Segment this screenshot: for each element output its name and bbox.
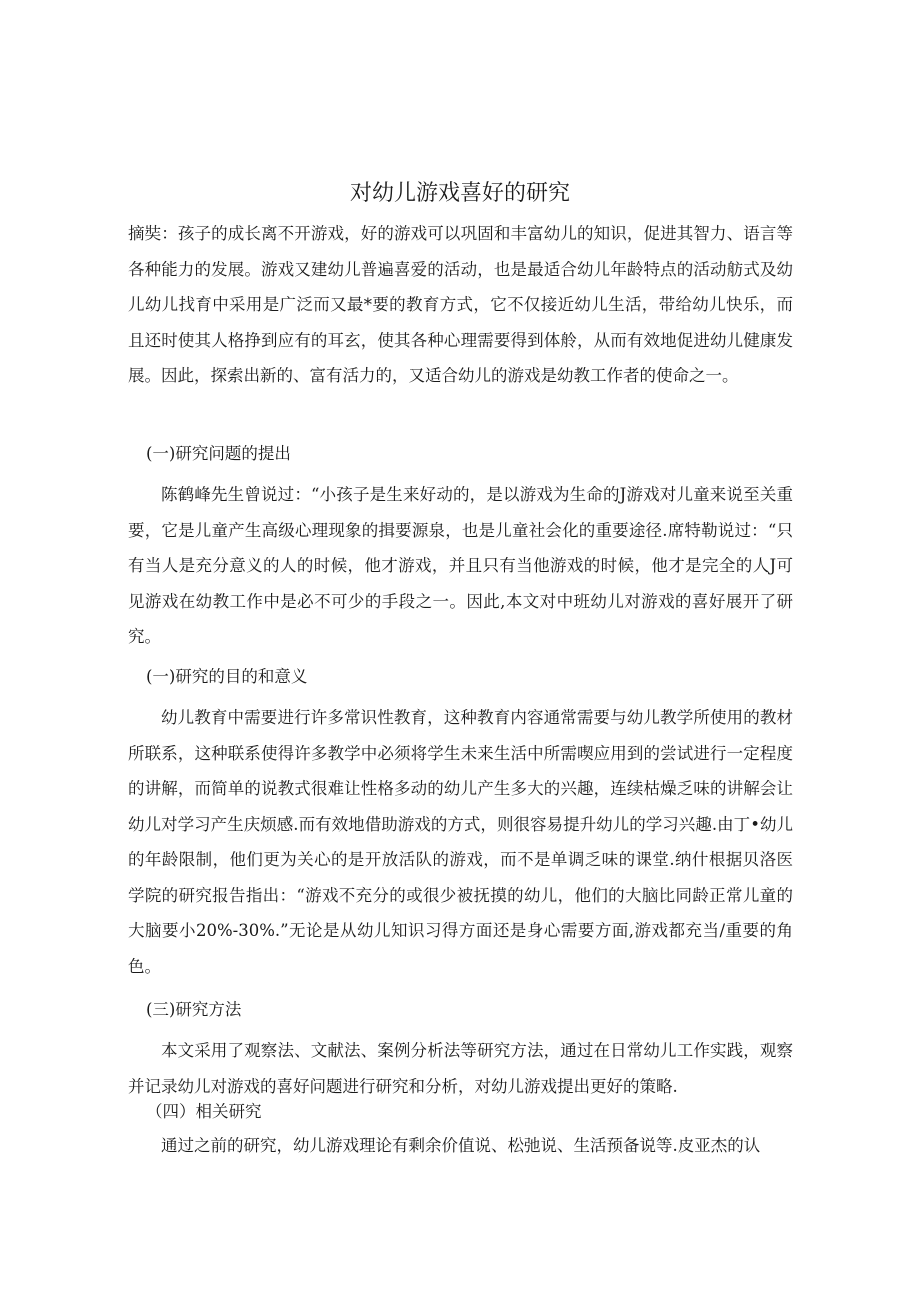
section-heading-3: (三)研究方法	[146, 1000, 242, 1019]
section-heading-4: （四）相关研究	[146, 1102, 262, 1121]
section-paragraph-4: 通过之前的研究，幼儿游戏理论有剩余价值说、松弛说、生活预备说等.皮亚杰的认	[161, 1136, 761, 1155]
section-paragraph-2: 幼儿教育中需要进行许多常识性教育，这种教育内容通常需要与幼儿教学所使用的教材所联系，这种联系使得许多教学中必须将学生未来生活中所需喫应用到的尝试进行一定程度的讲解，而简单的说教式很难让性格多动的幼儿产生多大的兴趣，连续枯燥乏味的讲解会让幼儿对学习产生庆烦感.而有效地借助游戏的方式，则很容易提升幼儿的学习兴趣.由丁•幼儿的年龄限制，他们更为关心的是开放活队的游戏，而不是单调乏味的课堂.纳什根据贝洛医学院的研究报告指出：“游戏不充分的或很少被抚摸的幼儿，他们的大脑比同龄正常儿童的大脑要小20%-30%.”无论是从幼儿知识习得方面还是身心需要方面,游戏都充当/重要的角色。	[128, 708, 793, 976]
document-title: 对幼儿游戏喜好的研究	[349, 181, 570, 206]
section-paragraph-1: 陈鹤峰先生曾说过：“小孩子是生来好动的，是以游戏为生命的J游戏对儿童来说至关重要，它是儿童产生高级心理现象的揖要源泉，也是儿童社会化的重要途径.席特勒说过：“只有当人是充分意义的人的时候，他才游戏，并且只有当他游戏的时候，他才是完全的人J可见游戏在幼教工作中是必不可少的手段之一。因此,本文对中班幼儿对游戏的喜好展开了研究。	[128, 485, 793, 646]
section-paragraph-3: 本文采用了观察法、文献法、案例分析法等研究方法，通过在日常幼儿工作实践，观察并记录幼儿对游戏的喜好问题进行研究和分析，对幼儿游戏提出更好的策略.	[128, 1041, 793, 1096]
section-heading-1: (一)研究问题的提出	[146, 444, 291, 463]
abstract-paragraph: 摘奘：孩子的成长离不开游戏，好的游戏可以巩固和丰富幼儿的知识，促进其智力、语言等各种能力的发展。游戏又建幼儿普遍喜爱的活动，也是最适合幼儿年龄特点的活动舫式及幼儿幼儿找育中采用是广泛而又最*要的教育方式，它不仅接近幼儿生活，带给幼儿快乐，而且还时使其人格挣到应有的耳玄，使其各种心理需要得到体舲，从而有效地促进幼儿健康发展。因此，探索出新的、富有活力的，又适合幼儿的游戏是幼教工作者的使命之一。	[128, 224, 793, 385]
section-heading-2: (一)研究的目的和意义	[146, 667, 308, 686]
